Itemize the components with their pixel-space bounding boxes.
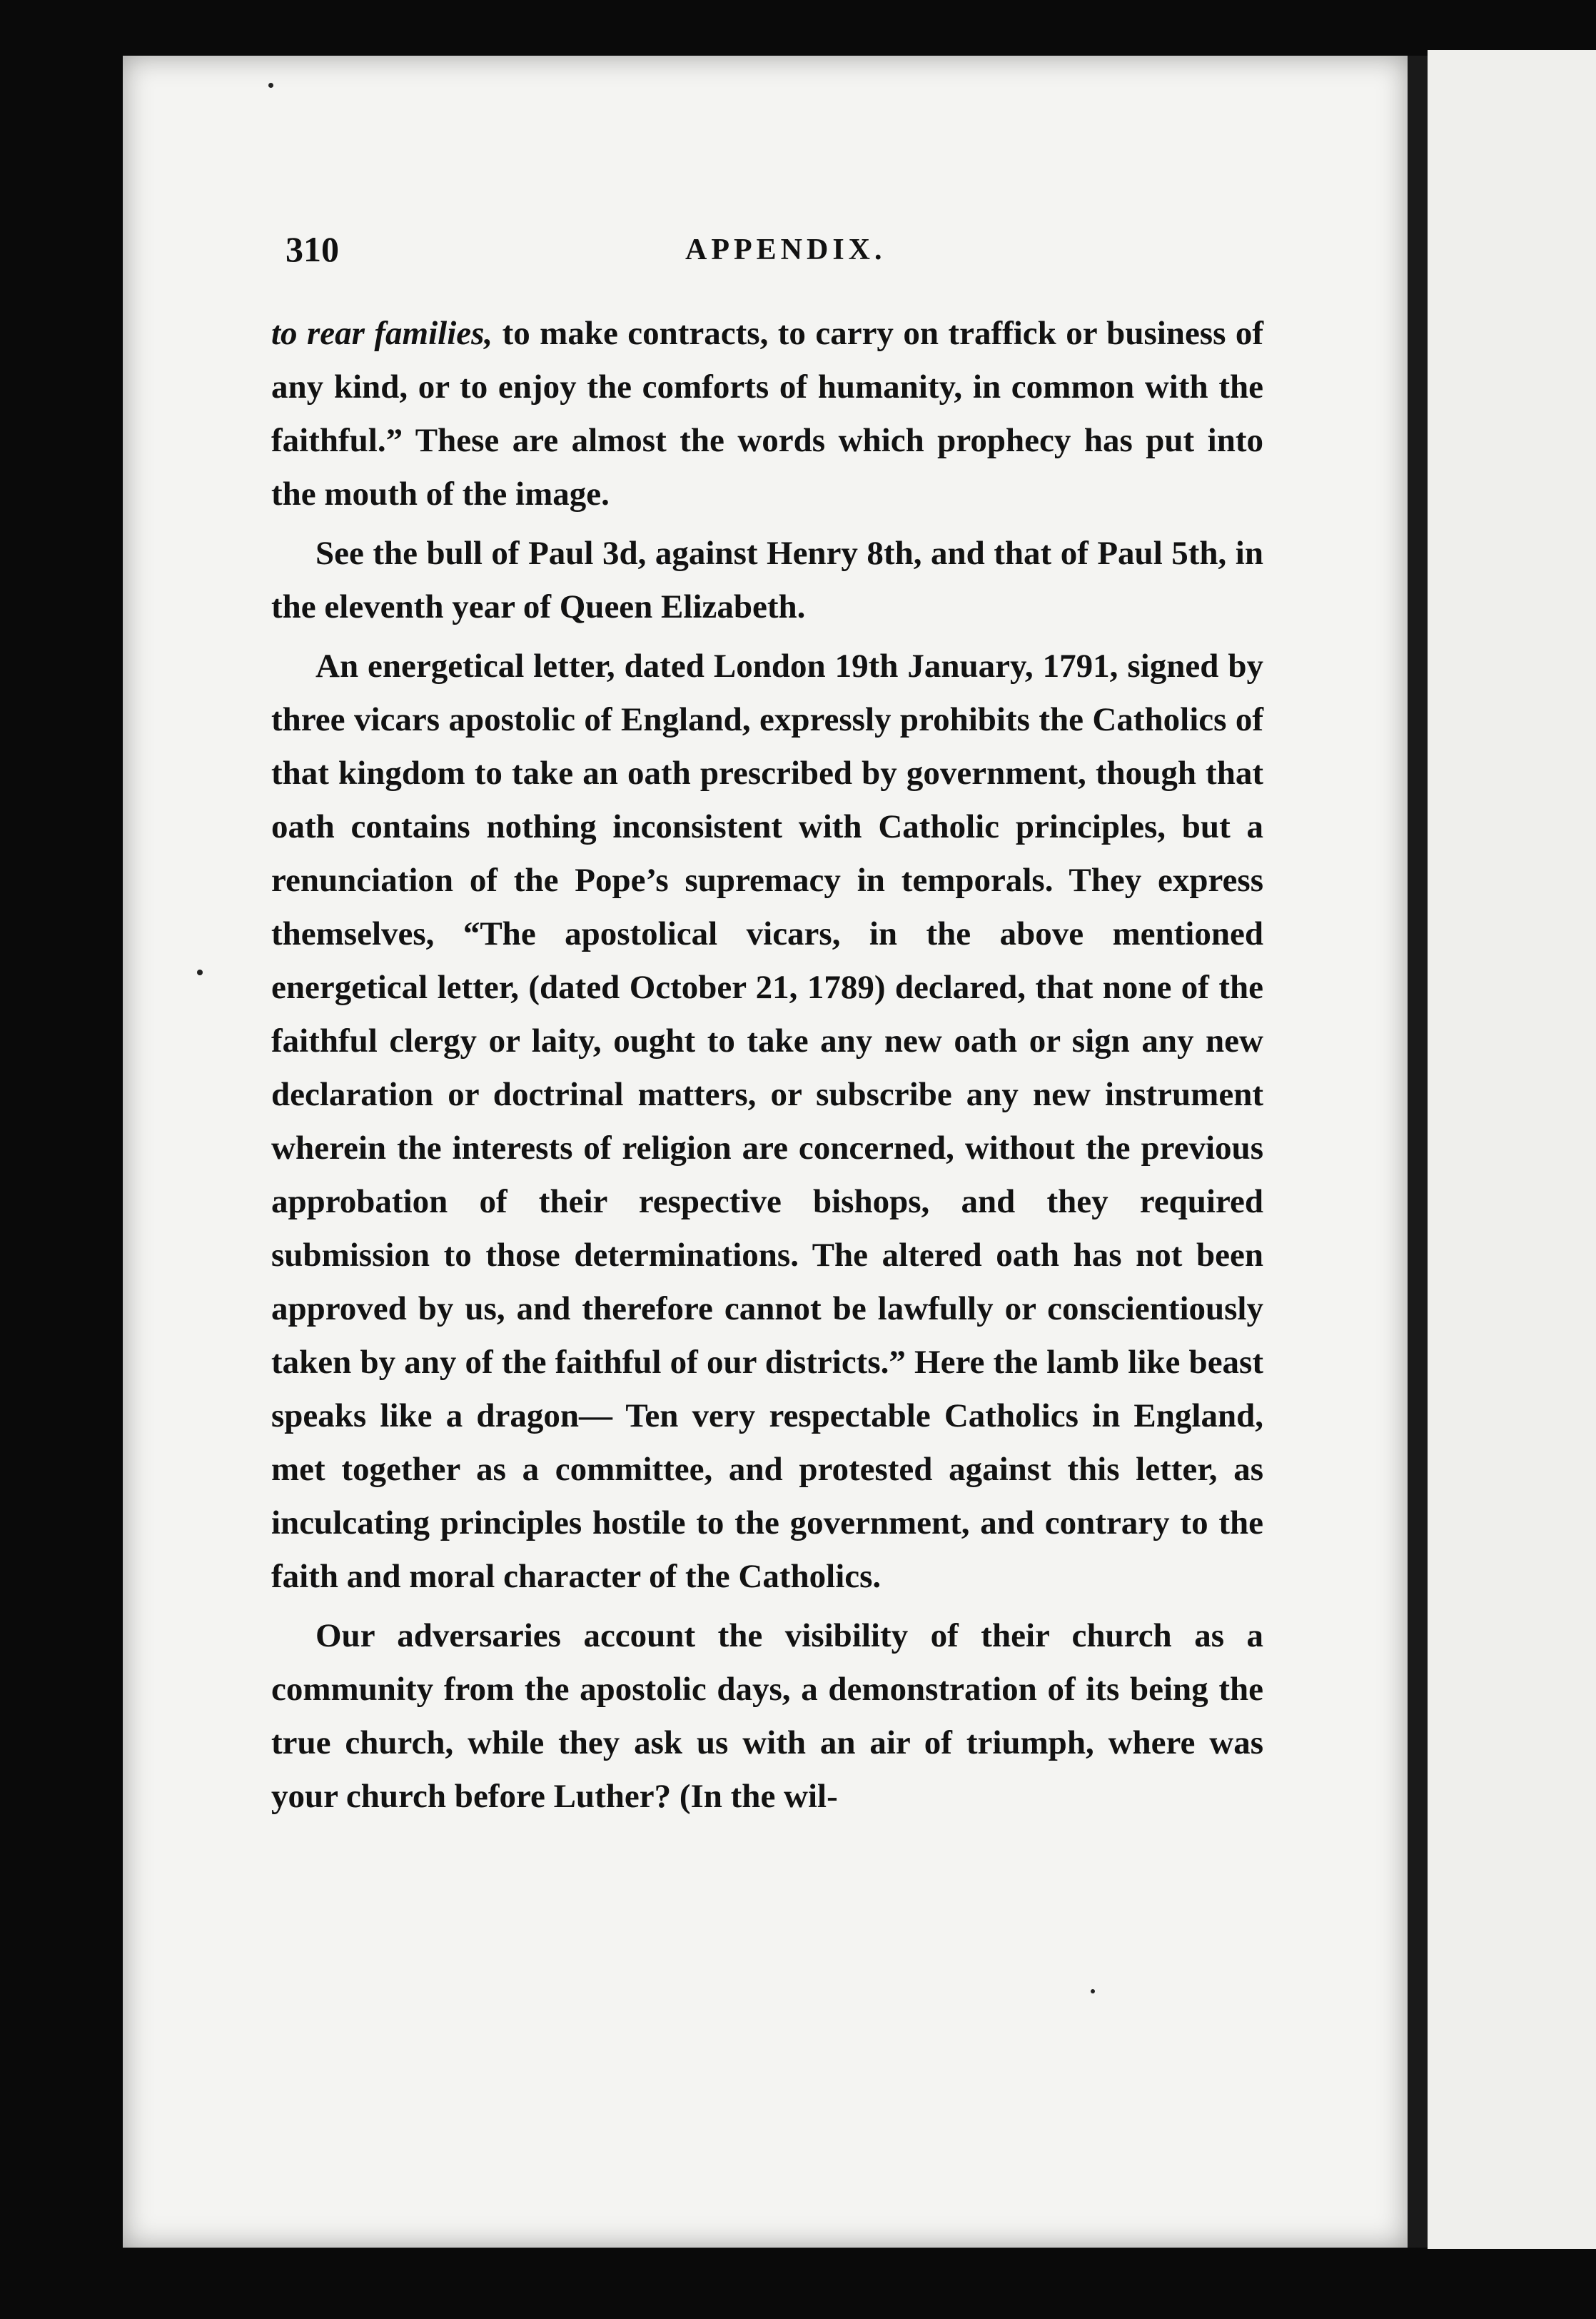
page-number: 310 xyxy=(286,229,339,269)
paragraph-3: An energetical letter, dated London 19th January, 1791, signed by three vicars apostolic of England, expressly prohibits the Catholics of that kingdom to take an oath prescribed by government, though that oath contains nothing inconsistent with Catholic principles, but a renunciation of the Pope’s supremacy in temporals. They express themselves, “The apostolical vicars, in the above mentioned energetical letter, (dated October 21, 1789) declared, that none of the faithful clergy or laity, ought to take any new oath or sign any new declaration or doctrinal matters, or subscribe any new instrument wherein the interests of religion are concerned, without the previous approbation of their respective bishops, and they required submission to those determinations. The altered oath has not been approved by us, and therefore cannot be lawfully or conscientiously taken by any of the faithful of our districts.” Here the lamb like beast speaks like a dragon— Ten very respectable Catholics in England, met together as a committee, and protested against this letter, as inculcating principles hostile to the government, and contrary to the faith and moral character of the Catholics. xyxy=(271,648,1263,1595)
paragraph-2: See the bull of Paul 3d, against Henry 8th, and that of Paul 5th, in the eleventh year of Queen Elizabeth. xyxy=(271,535,1263,625)
italic-phrase: to rear families, xyxy=(271,315,493,352)
body-text xyxy=(271,307,1263,1823)
speck-mark xyxy=(1091,1989,1095,1993)
running-head: APPENDIX. xyxy=(685,233,887,266)
speck-mark xyxy=(268,83,273,88)
page-gutter xyxy=(1408,56,1428,2248)
facing-page xyxy=(1428,50,1596,2249)
page-header xyxy=(286,228,1299,286)
paragraph-1-text: to make contracts, to carry on traffick or business of any kind, or to enjoy the comforts of humanity, in common with the faithful.” These are almost the words which prophecy has put into the mouth of the image. xyxy=(271,315,1263,513)
paragraph-1 xyxy=(271,307,1263,521)
speck-mark xyxy=(197,970,203,975)
paragraph-4: Our adversaries account the visibility of their church as a community from the apostolic days, a demonstration of its being the true church, while they ask us with an air of triumph, where was your church before Luther? (In the wil- xyxy=(271,1617,1263,1815)
